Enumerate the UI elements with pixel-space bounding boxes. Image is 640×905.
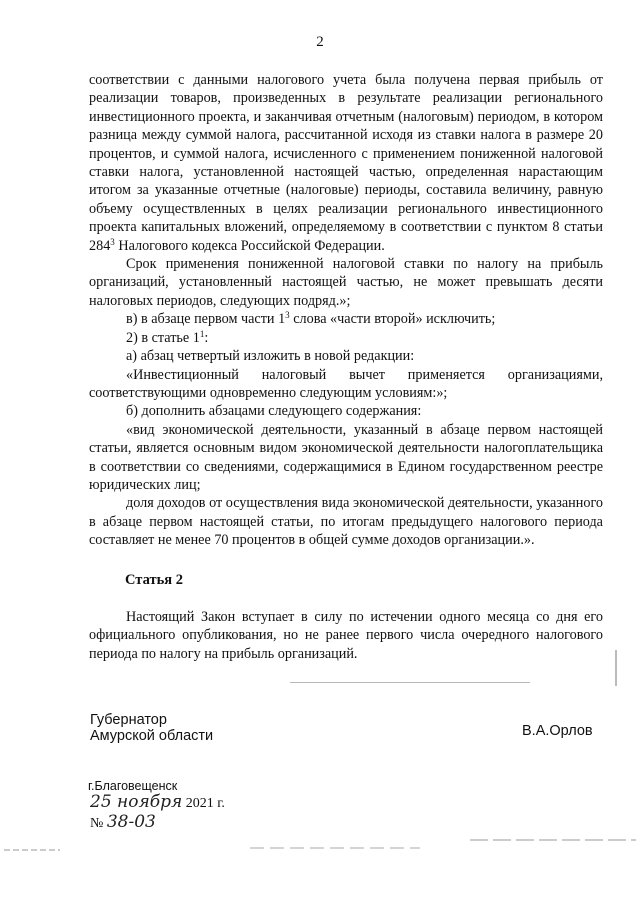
handwritten-date: 25 ноября: [90, 792, 183, 812]
body-paragraph: [89, 494, 603, 549]
number-label: №: [90, 816, 104, 831]
paragraph-text: слова «части второй» исключить;: [289, 311, 496, 328]
signing-date: [90, 792, 225, 812]
body-paragraph: [89, 329, 603, 347]
handwritten-number: 38-03: [106, 812, 156, 832]
body-paragraph: [89, 310, 603, 328]
date-year: 2021 г.: [185, 796, 225, 811]
body-paragraph: [89, 402, 603, 420]
signatory-title-line1: Губернатор: [90, 712, 167, 728]
superscript-index: 3: [110, 236, 115, 247]
paragraph-text: а) абзац четвертый изложить в новой редакции:: [126, 348, 415, 365]
scan-margin-mark: [612, 648, 620, 688]
body-paragraph: [89, 347, 603, 365]
superscript-index: 1: [199, 328, 205, 339]
paragraph-text: «Инвестиционный налоговый вычет применяется организациями, соответствующими одновременно следующим условиям:»;: [89, 366, 603, 401]
body-paragraph: [89, 421, 603, 495]
body-paragraph: [89, 71, 603, 255]
signatory-name: В.А.Орлов: [522, 723, 593, 739]
document-body: [89, 71, 603, 550]
article-heading: Статья 2: [125, 572, 183, 588]
signatory-title: [90, 712, 213, 744]
place-of-signing: г.Благовещенск: [88, 779, 178, 793]
article-body: [89, 608, 603, 663]
paragraph-text: «вид экономической деятельности, указанный в абзаце первом настоящей статьи, является основным видом экономической деятельности налогоплательщика в соответствии со сведениями, содержащимися в Едином государственном реестре юридических лиц;: [89, 421, 603, 493]
paragraph-text: б) дополнить абзацами следующего содержания:: [126, 403, 422, 420]
signatory-title-line2: Амурской области: [90, 728, 214, 744]
law-number: [90, 812, 156, 832]
paragraph-text: 2) в статье 1: [126, 329, 200, 346]
paragraph-text: :: [204, 329, 209, 346]
superscript-index: 3: [285, 310, 290, 321]
article-paragraph: Настоящий Закон вступает в силу по истечении одного месяца со дня его официального опубликования, но не ранее первого числа очередного налогового периода по налогу на прибыль организаций.: [89, 609, 603, 662]
paragraph-text: Налогового кодекса Российской Федерации.: [114, 237, 385, 254]
signature-line: [290, 682, 530, 683]
body-paragraph: [89, 255, 603, 310]
scan-bottom-marks: [0, 832, 640, 862]
page-number: 2: [316, 34, 324, 50]
paragraph-text: доля доходов от осуществления вида экономической деятельности, указанного в абзаце первом настоящей статьи, по итогам предыдущего налогового периода составляет не менее 70 процентов в общей сумме доходов организации.».: [89, 495, 603, 549]
paragraph-text: Срок применения пониженной налоговой ставки по налогу на прибыль организаций, установленный настоящей частью, не может превышать десяти налоговых периодов, следующих подряд.»;: [89, 256, 603, 309]
body-paragraph: [89, 366, 603, 403]
paragraph-text: соответствии с данными налогового учета была получена первая прибыль от реализации товаров, произведенных в результате реализации регионального инвестиционного проекта, и заканчивая отчетным (налоговым) периодом, в котором разница между суммой налога, рассчитанной исходя из ставки налога в размере 20 процентов, и суммой налога, исчисленного с применением пониженной налоговой ставки налога, установленной настоящей частью, определенная нарастающим итогом за указанные отчетные (налоговые) периоды, составила величину, равную объему осуществленных в целях реализации регионального инвестиционного проекта капитальных вложений, определяемому в соответствии с пунктом 8 статьи 284: [89, 72, 603, 254]
paragraph-text: в) в абзаце первом части 1: [126, 311, 286, 328]
